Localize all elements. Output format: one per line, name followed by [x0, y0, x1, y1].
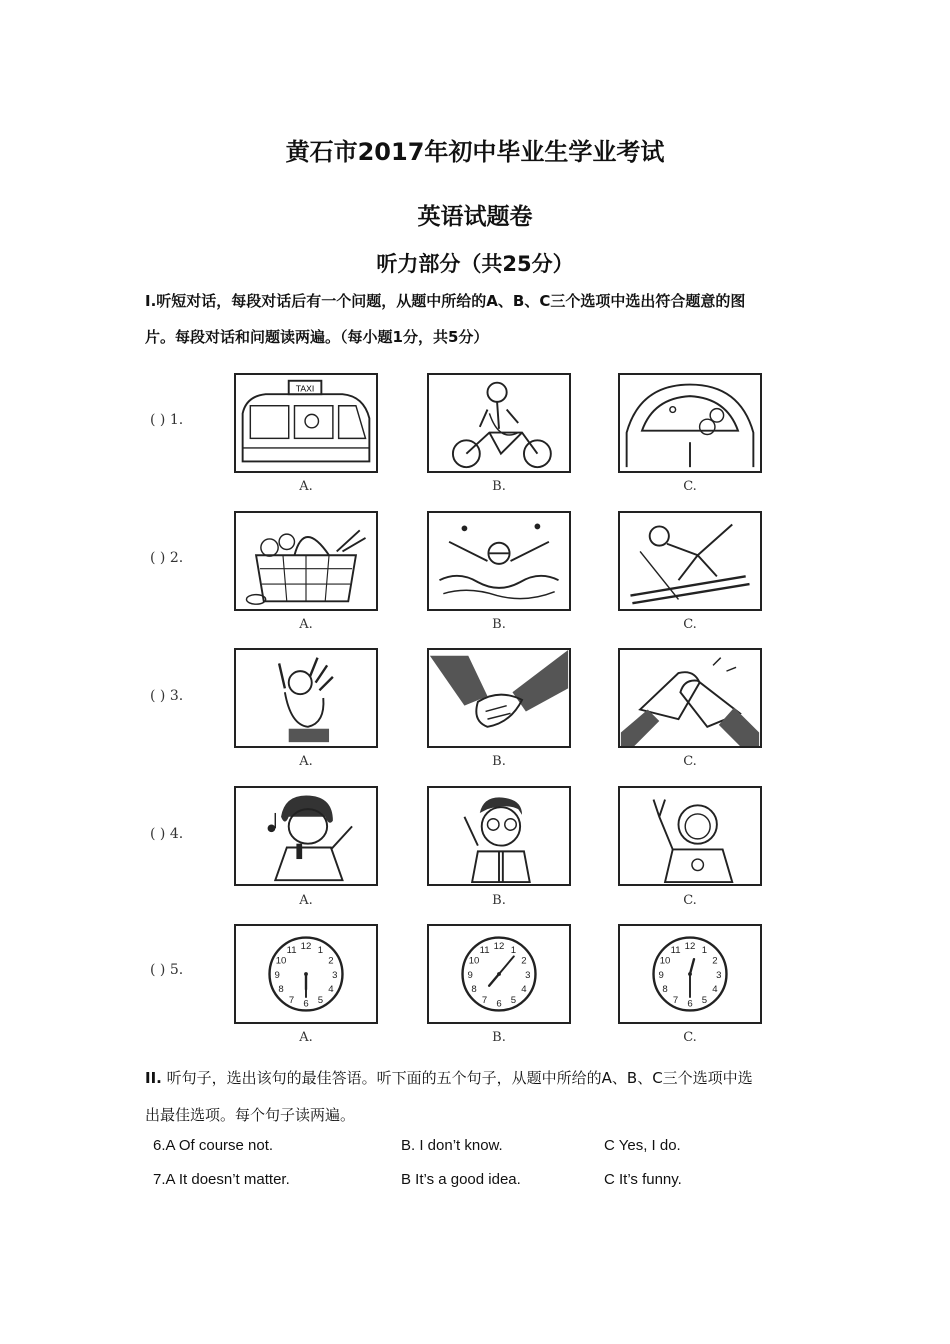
svg-text:4: 4: [712, 984, 718, 996]
q1-option-b-label: B.: [492, 479, 506, 494]
q2-option-c-label: C.: [683, 617, 697, 632]
svg-text:12: 12: [493, 941, 505, 953]
section-title: 听力部分（共25分）: [376, 252, 574, 276]
clock-icon: [620, 926, 760, 1022]
q3-option-c-label: C.: [683, 754, 697, 769]
skier-icon: [620, 513, 760, 609]
svg-text:8: 8: [471, 984, 477, 996]
question-3-label: ( ) 3.: [150, 688, 184, 704]
swimmer-icon: [429, 513, 569, 609]
q5-option-a-picture[interactable]: [234, 924, 378, 1024]
svg-text:9: 9: [467, 969, 473, 981]
q1-option-c-picture[interactable]: [618, 373, 762, 473]
clock-icon: [429, 926, 569, 1022]
q7-option-a: 7.A It doesn’t matter.: [153, 1171, 290, 1188]
svg-text:10: 10: [468, 955, 480, 967]
svg-text:6: 6: [303, 998, 309, 1010]
q1-option-a-label: A.: [299, 479, 313, 494]
question-2-label: ( ) 2.: [150, 550, 184, 566]
exam-subtitle: 英语试题卷: [417, 204, 533, 230]
q3-option-a-picture[interactable]: [234, 648, 378, 748]
q2-option-a-picture[interactable]: [234, 511, 378, 611]
q4-option-c-label: C.: [683, 893, 697, 908]
q2-option-c-picture[interactable]: [618, 511, 762, 611]
exam-title: 黄石市2017年初中毕业生学业考试: [285, 138, 665, 166]
svg-text:TAXI: TAXI: [295, 383, 315, 394]
q4-option-b-picture[interactable]: [427, 786, 571, 886]
vegetable-basket-icon: [236, 513, 376, 609]
svg-text:9: 9: [658, 969, 664, 981]
q4-option-a-picture[interactable]: [234, 786, 378, 886]
question-4-label: ( ) 4.: [150, 826, 184, 842]
svg-text:5: 5: [701, 994, 708, 1006]
svg-text:8: 8: [662, 984, 668, 996]
svg-text:3: 3: [525, 969, 531, 981]
singer-icon: [236, 788, 376, 884]
svg-text:7: 7: [481, 994, 488, 1006]
q1-option-b-picture[interactable]: [427, 373, 571, 473]
q5-option-b-label: B.: [492, 1030, 506, 1045]
q6-option-a: 6.A Of course not.: [153, 1137, 274, 1154]
part1-instruction-line2: 片。每段对话和问题读两遍。（每小题1分，共5分）: [145, 328, 489, 346]
q5-option-c-label: C.: [683, 1030, 697, 1045]
q5-option-a-label: A.: [299, 1030, 313, 1045]
svg-text:9: 9: [274, 969, 280, 981]
q3-option-b-picture[interactable]: [427, 648, 571, 748]
question-1-label: ( ) 1.: [150, 412, 184, 428]
q1-option-a-picture[interactable]: [234, 373, 378, 473]
svg-text:6: 6: [496, 998, 502, 1010]
svg-text:11: 11: [479, 944, 490, 956]
q6-option-c: C Yes, I do.: [604, 1137, 681, 1154]
svg-text:10: 10: [659, 955, 671, 967]
svg-text:2: 2: [521, 955, 527, 967]
svg-text:5: 5: [317, 994, 324, 1006]
svg-text:1: 1: [510, 944, 517, 956]
svg-text:12: 12: [684, 941, 696, 953]
q2-option-b-picture[interactable]: [427, 511, 571, 611]
part2-label: II.: [145, 1069, 162, 1087]
svg-text:11: 11: [670, 944, 681, 956]
bicycle-icon: [429, 375, 569, 471]
svg-text:3: 3: [716, 969, 722, 981]
part1-instruction-line1: Ⅰ.听短对话，每段对话后有一个问题，从题中所给的A、B、C三个选项中选出符合题意的图: [145, 292, 746, 310]
q2-option-a-label: A.: [299, 617, 313, 632]
scientist-icon: [429, 788, 569, 884]
svg-text:5: 5: [510, 994, 517, 1006]
svg-text:1: 1: [317, 944, 324, 956]
q7-option-c: C It’s funny.: [604, 1171, 682, 1188]
astronaut-icon: [620, 788, 760, 884]
svg-text:10: 10: [275, 955, 287, 967]
clapping-hands-icon: [620, 650, 760, 746]
svg-text:11: 11: [286, 944, 297, 956]
q1-option-c-label: C.: [683, 479, 697, 494]
svg-text:4: 4: [328, 984, 334, 996]
q5-option-b-picture[interactable]: [427, 924, 571, 1024]
ok-hand-icon: [236, 650, 376, 746]
q5-option-c-picture[interactable]: [618, 924, 762, 1024]
q6-option-b: B. I don’t know.: [401, 1137, 503, 1154]
svg-text:12: 12: [300, 941, 312, 953]
handshake-icon: [429, 650, 569, 746]
taxi-icon: [236, 375, 376, 471]
svg-text:8: 8: [278, 984, 284, 996]
q7-option-b: B It’s a good idea.: [401, 1171, 521, 1188]
q2-option-b-label: B.: [492, 617, 506, 632]
part2-instruction-text: 听句子，选出该句的最佳答语。听下面的五个句子，从题中所给的A、B、C三个选项中选: [161, 1069, 753, 1087]
q4-option-a-label: A.: [299, 893, 313, 908]
clock-icon: [236, 926, 376, 1022]
svg-text:4: 4: [521, 984, 527, 996]
q4-option-c-picture[interactable]: [618, 786, 762, 886]
svg-text:7: 7: [288, 994, 295, 1006]
svg-text:2: 2: [712, 955, 718, 967]
q3-option-c-picture[interactable]: [618, 648, 762, 748]
q4-option-b-label: B.: [492, 893, 506, 908]
car-icon: [620, 375, 760, 471]
svg-text:1: 1: [701, 944, 708, 956]
q3-option-b-label: B.: [492, 754, 506, 769]
part2-instruction-line1: [145, 1067, 753, 1089]
svg-text:6: 6: [687, 998, 693, 1010]
svg-text:7: 7: [672, 994, 679, 1006]
svg-text:2: 2: [328, 955, 334, 967]
svg-text:3: 3: [332, 969, 338, 981]
part2-instruction-line2: 出最佳选项。每个句子读两遍。: [145, 1106, 356, 1124]
q3-option-a-label: A.: [299, 754, 313, 769]
question-5-label: ( ) 5.: [150, 962, 184, 978]
